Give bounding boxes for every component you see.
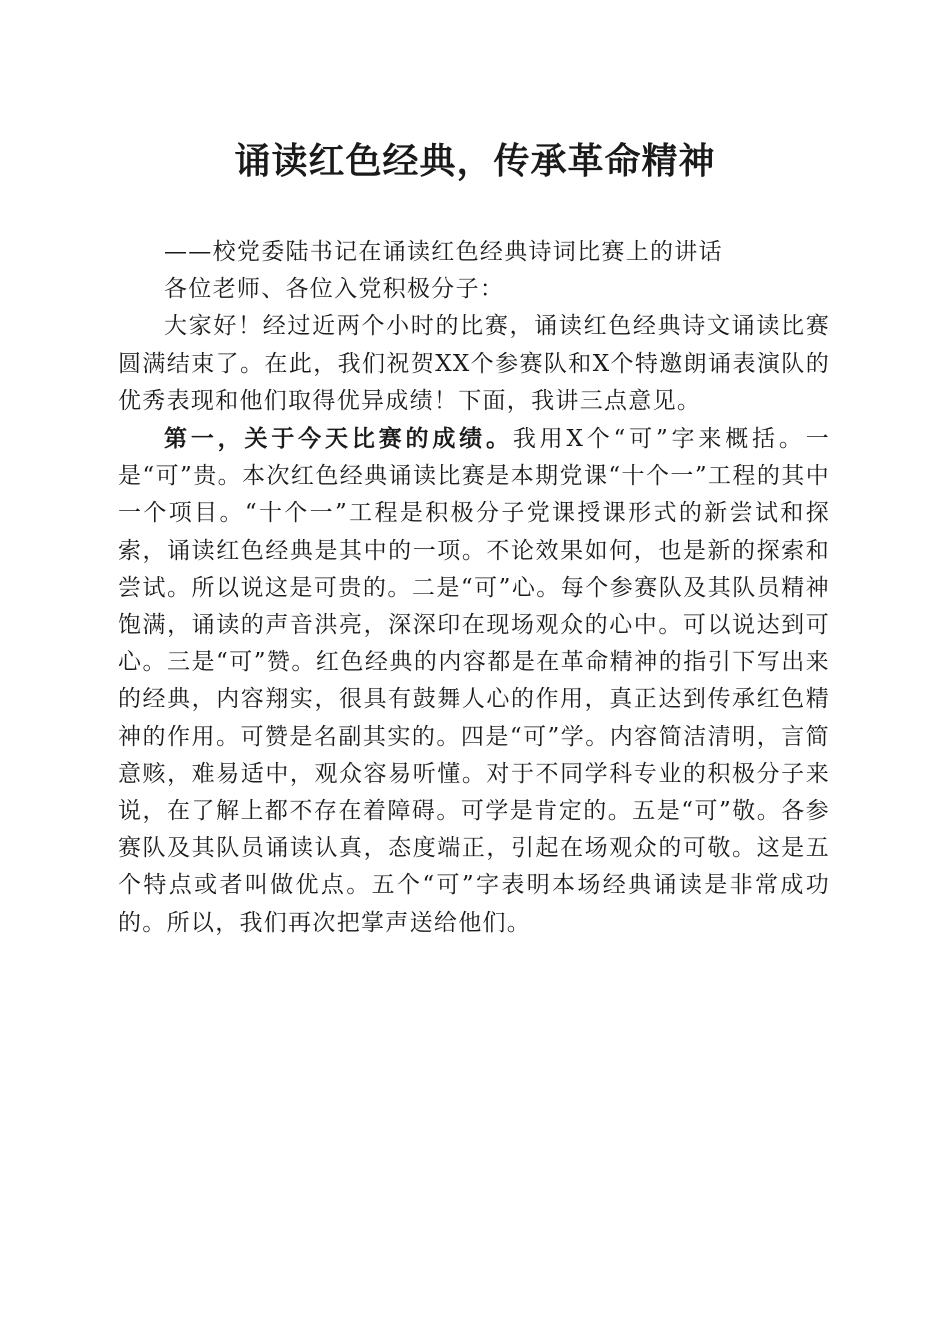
document-title: 诵读红色经典，传承革命精神: [234, 140, 716, 182]
subtitle-line: ——校党委陆书记在诵读红色经典诗词比赛上的讲话: [164, 239, 723, 265]
document-body: [118, 234, 830, 942]
paragraph-first-point: [118, 420, 830, 942]
paragraph-first-point-body: 我用X个“可”字来概括。一是“可”贵。本次红色经典诵读比赛是本期党课“十个一”工程的其中一个项目。“十个一”工程是积极分子党课授课形式的新尝试和探索，诵读红色经典是其中的一项。不论效果如何，也是新的探索和尝试。所以说这是可贵的。二是“可”心。每个参赛队及其队员精神饱满，诵读的声音洪亮，深深印在现场观众的心中。可以说达到可心。三是“可”赞。红色经典的内容都是在革命精神的指引下写出来的经典，内容翔实，很具有鼓舞人心的作用，真正达到传承红色精神的作用。可赞是名副其实的。四是“可”学。内容简洁清明，言简意赅，难易适中，观众容易听懂。对于不同学科专业的积极分子来说，在了解上都不存在着障碍。可学是肯定的。五是“可”敬。各参赛队及其队员诵读认真，态度端正，引起在场观众的可敬。这是五个特点或者叫做优点。五个“可”字表明本场经典诵读是非常成功的。所以，我们再次把掌声送给他们。: [118, 426, 831, 936]
paragraph-first-point-lead: 第一，关于今天比赛的成绩。: [164, 425, 513, 453]
paragraph-greeting: 大家好！经过近两个小时的比赛，诵读红色经典诗文诵读比赛圆满结束了。在此，我们祝贺XX个参赛队和X个特邀朗诵表演队的优秀表现和他们取得优异成绩！下面，我讲三点意见。: [118, 313, 830, 414]
salutation-line: 各位老师、各位入党积极分子：: [164, 276, 505, 303]
